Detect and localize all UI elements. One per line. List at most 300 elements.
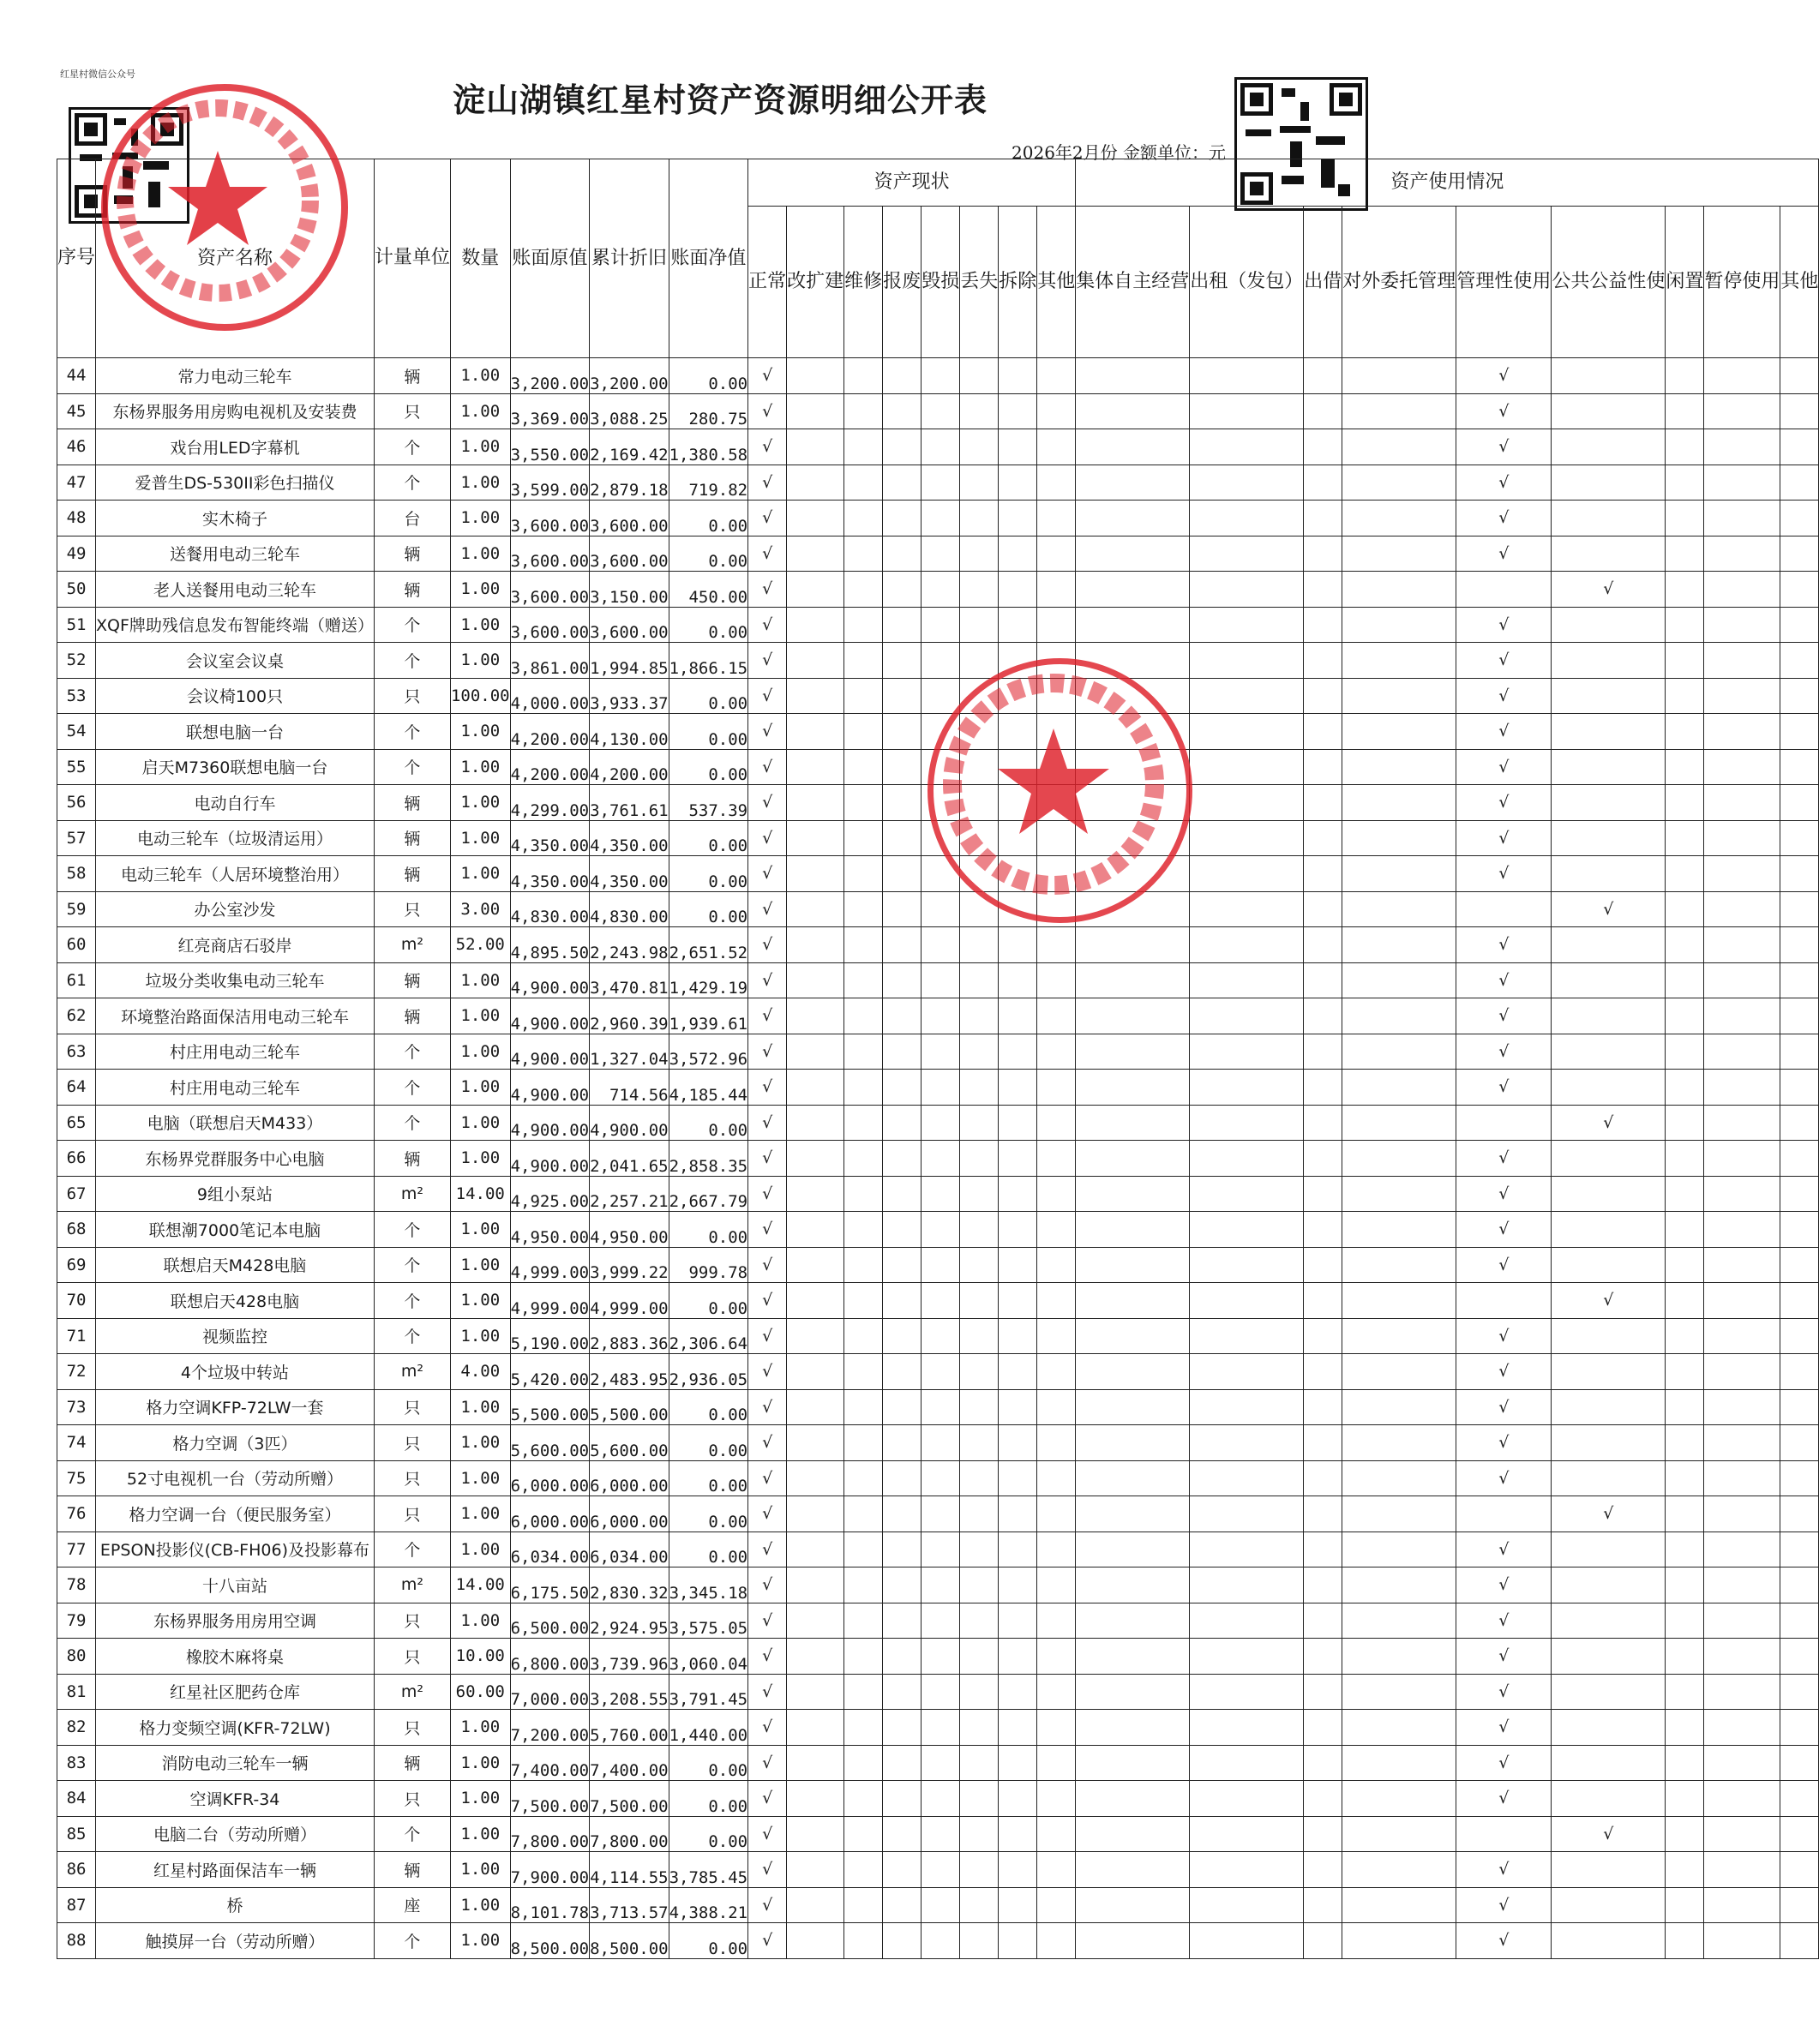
cell-dep: 5,600.00 (590, 1425, 669, 1461)
cell-unit: 只 (374, 1710, 450, 1746)
cell-qty: 1.00 (450, 1923, 510, 1959)
cell-name: 视频监控 (96, 1318, 375, 1354)
cell-dep: 2,257.21 (590, 1176, 669, 1212)
header-net: 账面净值 (669, 159, 748, 358)
cell-status-0: √ (748, 1283, 787, 1319)
cell-usage-3 (1342, 856, 1456, 892)
cell-status-0: √ (748, 358, 787, 394)
cell-usage-5 (1552, 1674, 1666, 1710)
cell-status-7 (1037, 1923, 1076, 1959)
cell-usage-7 (1704, 1745, 1780, 1781)
cell-usage-6 (1666, 714, 1704, 750)
cell-status-7 (1037, 607, 1076, 643)
cell-net: 4,185.44 (669, 1070, 748, 1106)
official-seal-top (101, 84, 348, 331)
cell-dep: 2,924.95 (590, 1603, 669, 1639)
cell-dep: 6,034.00 (590, 1532, 669, 1567)
cell-no: 62 (57, 998, 96, 1034)
cell-usage-8 (1780, 1816, 1819, 1852)
cell-usage-8 (1780, 1496, 1819, 1532)
header-usage-4: 管理性使用 (1456, 207, 1552, 358)
cell-usage-8 (1780, 1567, 1819, 1603)
table-row (57, 1639, 1819, 1675)
cell-status-5 (960, 1745, 999, 1781)
cell-usage-0 (1076, 1318, 1190, 1354)
cell-usage-1 (1190, 749, 1304, 785)
cell-qty: 14.00 (450, 1176, 510, 1212)
cell-usage-3 (1342, 1283, 1456, 1319)
cell-usage-4: √ (1456, 1532, 1552, 1567)
cell-usage-4: √ (1456, 1639, 1552, 1675)
cell-status-4 (922, 1496, 960, 1532)
cell-usage-1 (1190, 607, 1304, 643)
cell-dep: 2,879.18 (590, 465, 669, 501)
cell-qty: 100.00 (450, 678, 510, 714)
cell-usage-5 (1552, 1425, 1666, 1461)
cell-status-3 (883, 1460, 922, 1496)
cell-dep: 4,114.55 (590, 1852, 669, 1888)
cell-status-6 (999, 1460, 1037, 1496)
cell-usage-8 (1780, 1425, 1819, 1461)
cell-status-2 (844, 1283, 883, 1319)
cell-no: 69 (57, 1247, 96, 1283)
cell-status-6 (999, 607, 1037, 643)
cell-status-2 (844, 1425, 883, 1461)
cell-status-0: √ (748, 1567, 787, 1603)
cell-usage-8 (1780, 1212, 1819, 1248)
table-row (57, 1532, 1819, 1567)
cell-unit: 个 (374, 714, 450, 750)
cell-status-4 (922, 1141, 960, 1177)
cell-status-5 (960, 1247, 999, 1283)
cell-status-5 (960, 1283, 999, 1319)
cell-usage-3 (1342, 1389, 1456, 1425)
cell-orig: 7,400.00 (510, 1745, 590, 1781)
table-row (57, 1674, 1819, 1710)
cell-status-3 (883, 678, 922, 714)
cell-status-3 (883, 962, 922, 998)
cell-unit: 个 (374, 1532, 450, 1567)
cell-orig: 3,861.00 (510, 643, 590, 679)
table-row (57, 393, 1819, 429)
cell-no: 70 (57, 1283, 96, 1319)
cell-usage-3 (1342, 1247, 1456, 1283)
cell-qty: 1.00 (450, 429, 510, 465)
cell-orig: 7,900.00 (510, 1852, 590, 1888)
cell-status-0: √ (748, 1318, 787, 1354)
cell-net: 450.00 (669, 572, 748, 608)
cell-usage-6 (1666, 1887, 1704, 1923)
cell-usage-5 (1552, 1603, 1666, 1639)
cell-usage-8 (1780, 1318, 1819, 1354)
cell-usage-1 (1190, 1816, 1304, 1852)
cell-unit: 只 (374, 1425, 450, 1461)
cell-usage-3 (1342, 1567, 1456, 1603)
cell-status-5 (960, 1496, 999, 1532)
cell-qty: 52.00 (450, 927, 510, 963)
cell-name: 电动三轮车（垃圾清运用） (96, 820, 375, 856)
cell-unit: 个 (374, 1283, 450, 1319)
cell-usage-5 (1552, 429, 1666, 465)
cell-usage-4: √ (1456, 1212, 1552, 1248)
cell-status-4 (922, 1532, 960, 1567)
cell-usage-4: √ (1456, 856, 1552, 892)
cell-unit: 只 (374, 1389, 450, 1425)
cell-usage-5 (1552, 785, 1666, 821)
cell-net: 280.75 (669, 393, 748, 429)
cell-usage-7 (1704, 1639, 1780, 1675)
cell-dep: 4,200.00 (590, 749, 669, 785)
cell-orig: 8,101.78 (510, 1887, 590, 1923)
cell-no: 47 (57, 465, 96, 501)
cell-usage-1 (1190, 1460, 1304, 1496)
table-row (57, 1781, 1819, 1817)
cell-net: 4,388.21 (669, 1887, 748, 1923)
cell-usage-4: √ (1456, 1034, 1552, 1070)
cell-status-2 (844, 1567, 883, 1603)
cell-usage-4: √ (1456, 536, 1552, 572)
cell-usage-5 (1552, 643, 1666, 679)
cell-no: 64 (57, 1070, 96, 1106)
cell-status-5 (960, 1781, 999, 1817)
cell-usage-4: √ (1456, 785, 1552, 821)
cell-status-3 (883, 1532, 922, 1567)
cell-status-3 (883, 714, 922, 750)
cell-usage-2 (1304, 1389, 1342, 1425)
cell-unit: 只 (374, 393, 450, 429)
cell-usage-1 (1190, 1603, 1304, 1639)
cell-usage-6 (1666, 1745, 1704, 1781)
cell-status-7 (1037, 1105, 1076, 1141)
cell-dep: 3,600.00 (590, 501, 669, 536)
cell-usage-7 (1704, 1923, 1780, 1959)
cell-usage-4 (1456, 1496, 1552, 1532)
cell-usage-8 (1780, 536, 1819, 572)
table-row (57, 1318, 1819, 1354)
cell-usage-3 (1342, 998, 1456, 1034)
cell-status-0: √ (748, 1816, 787, 1852)
header-no: 序号 (57, 159, 96, 358)
cell-unit: 个 (374, 1318, 450, 1354)
cell-status-1 (787, 1710, 844, 1746)
cell-usage-1 (1190, 1389, 1304, 1425)
cell-usage-4: √ (1456, 998, 1552, 1034)
cell-usage-4: √ (1456, 749, 1552, 785)
cell-status-6 (999, 998, 1037, 1034)
cell-usage-2 (1304, 678, 1342, 714)
cell-status-4 (922, 1674, 960, 1710)
cell-usage-7 (1704, 1318, 1780, 1354)
cell-usage-5 (1552, 998, 1666, 1034)
cell-status-1 (787, 1923, 844, 1959)
cell-status-2 (844, 1141, 883, 1177)
cell-usage-6 (1666, 1781, 1704, 1817)
cell-usage-0 (1076, 1532, 1190, 1567)
cell-usage-0 (1076, 1852, 1190, 1888)
cell-usage-3 (1342, 1745, 1456, 1781)
cell-status-5 (960, 1176, 999, 1212)
cell-name: 消防电动三轮车一辆 (96, 1745, 375, 1781)
cell-usage-3 (1342, 678, 1456, 714)
cell-orig: 3,600.00 (510, 501, 590, 536)
cell-dep: 714.56 (590, 1070, 669, 1106)
cell-usage-3 (1342, 927, 1456, 963)
cell-orig: 3,600.00 (510, 536, 590, 572)
cell-net: 0.00 (669, 1745, 748, 1781)
cell-usage-2 (1304, 1532, 1342, 1567)
cell-usage-2 (1304, 643, 1342, 679)
cell-usage-6 (1666, 1460, 1704, 1496)
cell-usage-7 (1704, 465, 1780, 501)
cell-status-5 (960, 1639, 999, 1675)
cell-status-2 (844, 1710, 883, 1746)
cell-name: EPSON投影仪(CB-FH06)及投影幕布 (96, 1532, 375, 1567)
cell-usage-3 (1342, 1781, 1456, 1817)
cell-usage-6 (1666, 820, 1704, 856)
cell-usage-7 (1704, 1532, 1780, 1567)
cell-net: 2,651.52 (669, 927, 748, 963)
cell-status-5 (960, 1354, 999, 1390)
cell-status-0: √ (748, 749, 787, 785)
cell-usage-2 (1304, 1816, 1342, 1852)
cell-net: 0.00 (669, 1781, 748, 1817)
cell-usage-5 (1552, 1745, 1666, 1781)
cell-status-0: √ (748, 465, 787, 501)
cell-status-6 (999, 1105, 1037, 1141)
cell-name: 联想启天428电脑 (96, 1283, 375, 1319)
cell-name: 实木椅子 (96, 501, 375, 536)
cell-usage-8 (1780, 927, 1819, 963)
cell-net: 1,440.00 (669, 1710, 748, 1746)
cell-usage-6 (1666, 1176, 1704, 1212)
cell-status-1 (787, 1283, 844, 1319)
cell-usage-6 (1666, 429, 1704, 465)
header-status-0: 正常 (748, 207, 787, 358)
cell-unit: 辆 (374, 1141, 450, 1177)
table-row (57, 1283, 1819, 1319)
cell-status-0: √ (748, 927, 787, 963)
cell-status-1 (787, 1852, 844, 1888)
cell-name: 红星社区肥药仓库 (96, 1674, 375, 1710)
cell-unit: 辆 (374, 572, 450, 608)
cell-orig: 3,369.00 (510, 393, 590, 429)
cell-unit: 只 (374, 678, 450, 714)
cell-usage-1 (1190, 927, 1304, 963)
cell-net: 0.00 (669, 1496, 748, 1532)
cell-usage-4: √ (1456, 1781, 1552, 1817)
cell-unit: 个 (374, 1247, 450, 1283)
cell-usage-6 (1666, 393, 1704, 429)
cell-qty: 1.00 (450, 1283, 510, 1319)
cell-qty: 1.00 (450, 1710, 510, 1746)
cell-status-5 (960, 1460, 999, 1496)
cell-status-4 (922, 429, 960, 465)
cell-status-0: √ (748, 1603, 787, 1639)
cell-status-0: √ (748, 1781, 787, 1817)
cell-status-7 (1037, 1816, 1076, 1852)
cell-status-5 (960, 1852, 999, 1888)
table-row (57, 536, 1819, 572)
cell-net: 3,791.45 (669, 1674, 748, 1710)
cell-orig: 7,000.00 (510, 1674, 590, 1710)
cell-status-1 (787, 1425, 844, 1461)
cell-status-2 (844, 1852, 883, 1888)
cell-usage-8 (1780, 572, 1819, 608)
cell-usage-6 (1666, 998, 1704, 1034)
cell-net: 0.00 (669, 536, 748, 572)
cell-no: 55 (57, 749, 96, 785)
cell-usage-7 (1704, 927, 1780, 963)
cell-net: 0.00 (669, 714, 748, 750)
cell-unit: 座 (374, 1887, 450, 1923)
cell-status-4 (922, 1247, 960, 1283)
cell-net: 0.00 (669, 678, 748, 714)
cell-net: 3,060.04 (669, 1639, 748, 1675)
cell-status-3 (883, 465, 922, 501)
cell-dep: 4,350.00 (590, 820, 669, 856)
cell-usage-2 (1304, 785, 1342, 821)
header-usage-group: 资产使用情况 (1076, 159, 1819, 207)
cell-status-3 (883, 501, 922, 536)
cell-name: 红亮商店石驳岸 (96, 927, 375, 963)
cell-status-2 (844, 1532, 883, 1567)
cell-usage-6 (1666, 1710, 1704, 1746)
cell-usage-6 (1666, 1354, 1704, 1390)
cell-status-7 (1037, 393, 1076, 429)
cell-status-0: √ (748, 1639, 787, 1675)
cell-status-2 (844, 962, 883, 998)
cell-dep: 4,830.00 (590, 891, 669, 927)
cell-orig: 4,900.00 (510, 1141, 590, 1177)
cell-usage-0 (1076, 1283, 1190, 1319)
cell-usage-7 (1704, 1710, 1780, 1746)
cell-status-1 (787, 1603, 844, 1639)
cell-status-7 (1037, 1070, 1076, 1106)
cell-usage-4: √ (1456, 1674, 1552, 1710)
cell-status-3 (883, 998, 922, 1034)
cell-status-5 (960, 1923, 999, 1959)
cell-usage-1 (1190, 358, 1304, 394)
cell-dep: 2,883.36 (590, 1318, 669, 1354)
cell-status-0: √ (748, 785, 787, 821)
cell-unit: 辆 (374, 962, 450, 998)
cell-usage-7 (1704, 749, 1780, 785)
cell-status-7 (1037, 1354, 1076, 1390)
cell-usage-8 (1780, 1603, 1819, 1639)
cell-status-4 (922, 1105, 960, 1141)
cell-usage-5: √ (1552, 891, 1666, 927)
cell-status-5 (960, 1105, 999, 1141)
cell-status-0: √ (748, 891, 787, 927)
cell-usage-0 (1076, 429, 1190, 465)
cell-status-0: √ (748, 572, 787, 608)
cell-status-1 (787, 856, 844, 892)
cell-net: 3,575.05 (669, 1603, 748, 1639)
cell-usage-6 (1666, 1532, 1704, 1567)
cell-usage-8 (1780, 1034, 1819, 1070)
cell-orig: 8,500.00 (510, 1923, 590, 1959)
cell-usage-1 (1190, 1567, 1304, 1603)
cell-status-3 (883, 1923, 922, 1959)
table-row (57, 1923, 1819, 1959)
cell-status-7 (1037, 501, 1076, 536)
cell-usage-2 (1304, 358, 1342, 394)
cell-dep: 4,350.00 (590, 856, 669, 892)
cell-name: 戏台用LED字幕机 (96, 429, 375, 465)
cell-qty: 1.00 (450, 1141, 510, 1177)
table-row (57, 1389, 1819, 1425)
table-row (57, 1460, 1819, 1496)
cell-unit: 只 (374, 1496, 450, 1532)
cell-usage-6 (1666, 607, 1704, 643)
cell-no: 79 (57, 1603, 96, 1639)
cell-usage-4: √ (1456, 1070, 1552, 1106)
cell-no: 60 (57, 927, 96, 963)
cell-status-2 (844, 1247, 883, 1283)
cell-status-6 (999, 393, 1037, 429)
table-row (57, 927, 1819, 963)
cell-status-7 (1037, 1496, 1076, 1532)
cell-unit: 个 (374, 643, 450, 679)
cell-qty: 1.00 (450, 1070, 510, 1106)
cell-usage-1 (1190, 501, 1304, 536)
cell-usage-4: √ (1456, 1567, 1552, 1603)
cell-status-4 (922, 536, 960, 572)
cell-status-7 (1037, 1674, 1076, 1710)
cell-usage-4 (1456, 572, 1552, 608)
cell-qty: 1.00 (450, 501, 510, 536)
cell-net: 3,785.45 (669, 1852, 748, 1888)
cell-net: 2,858.35 (669, 1141, 748, 1177)
cell-usage-3 (1342, 1460, 1456, 1496)
cell-no: 54 (57, 714, 96, 750)
cell-unit: 只 (374, 1460, 450, 1496)
cell-usage-1 (1190, 1639, 1304, 1675)
cell-status-0: √ (748, 1034, 787, 1070)
cell-usage-5 (1552, 607, 1666, 643)
table-row (57, 607, 1819, 643)
cell-status-6 (999, 1425, 1037, 1461)
cell-status-1 (787, 962, 844, 998)
header-unit: 计量单位 (374, 159, 450, 358)
cell-usage-2 (1304, 1887, 1342, 1923)
cell-usage-0 (1076, 1781, 1190, 1817)
cell-status-2 (844, 1674, 883, 1710)
cell-name: 环境整治路面保洁用电动三轮车 (96, 998, 375, 1034)
cell-usage-2 (1304, 1034, 1342, 1070)
cell-dep: 2,041.65 (590, 1141, 669, 1177)
cell-usage-1 (1190, 856, 1304, 892)
cell-name: 电脑（联想启天M433） (96, 1105, 375, 1141)
cell-usage-3 (1342, 714, 1456, 750)
cell-status-4 (922, 1212, 960, 1248)
cell-dep: 7,800.00 (590, 1816, 669, 1852)
cell-usage-8 (1780, 820, 1819, 856)
cell-dep: 3,200.00 (590, 358, 669, 394)
cell-status-7 (1037, 1781, 1076, 1817)
cell-usage-7 (1704, 1176, 1780, 1212)
cell-orig: 4,350.00 (510, 856, 590, 892)
cell-status-4 (922, 1639, 960, 1675)
cell-status-3 (883, 1354, 922, 1390)
cell-status-6 (999, 1603, 1037, 1639)
cell-usage-5: √ (1552, 572, 1666, 608)
cell-unit: 只 (374, 1639, 450, 1675)
cell-status-1 (787, 1674, 844, 1710)
cell-usage-2 (1304, 1710, 1342, 1746)
cell-status-2 (844, 643, 883, 679)
cell-net: 0.00 (669, 501, 748, 536)
